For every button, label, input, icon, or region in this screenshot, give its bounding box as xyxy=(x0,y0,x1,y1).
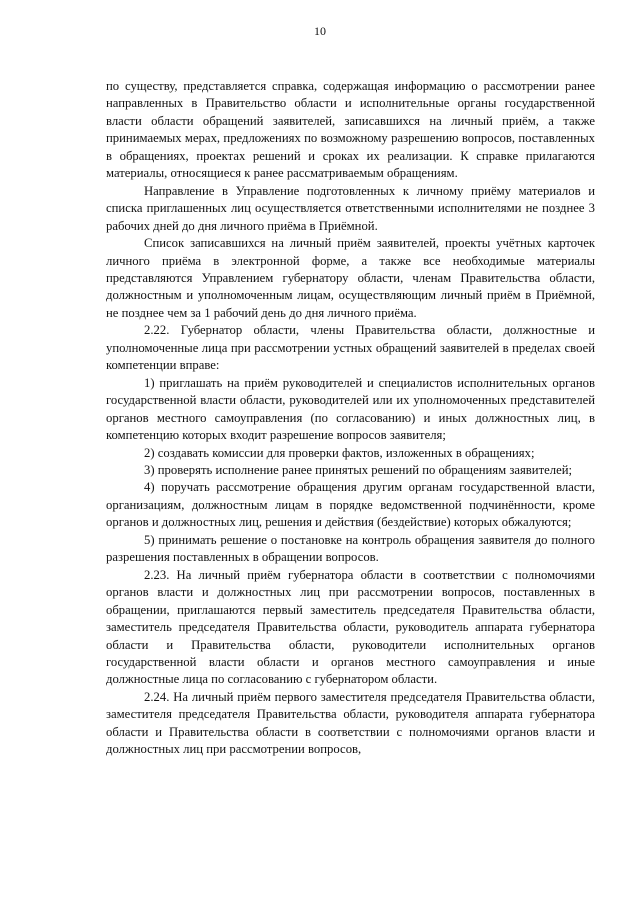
document-body xyxy=(106,78,595,759)
paragraph-section-2-22: 2.22. Губернатор области, члены Правительства области, должностные и уполномоченные лица при рассмотрении устных обращений заявителей в пределах своей компетенции вправе: xyxy=(106,323,595,373)
list-item-5: 5) принимать решение о постановке на контроль обращения заявителя до полного разрешения поставленных в обращении вопросов. xyxy=(106,532,595,565)
list-item-3: 3) проверять исполнение ранее принятых решений по обращениям заявителей; xyxy=(144,462,573,477)
page-number: 10 xyxy=(314,24,326,38)
list-item-4: 4) поручать рассмотрение обращения другим органам государственной власти, организациям, должностным лицам в порядке ведомственной подчинённости, кроме органов и должностных лиц, решения и действия (бездействие) которых обжалуются; xyxy=(106,480,595,530)
list-item-1: 1) приглашать на приём руководителей и специалистов исполнительных органов государственной власти области, руководителей или их уполномоченных представителей органов местного самоуправления (по согласованию) и иных должностных лиц, в компетенцию которых входит разрешение вопросов заявителя; xyxy=(106,375,595,443)
list-item-2: 2) создавать комиссии для проверки фактов, изложенных в обращениях; xyxy=(144,445,535,460)
paragraph-section-2-24: 2.24. На личный приём первого заместителя председателя Правительства области, заместителя председателя Правительства области, руководителя аппарата губернатора области и Правительства области в соответствии с полномочиями органов власти и должностных лиц при рассмотрении вопросов, xyxy=(106,689,595,757)
paragraph: Направление в Управление подготовленных к личному приёму материалов и списка приглашенных лиц осуществляется ответственными исполнителями не позднее 3 рабочих дней до дня личного приёма в Приёмной. xyxy=(106,183,595,233)
paragraph-continuation: по существу, представляется справка, содержащая информацию о рассмотрении ранее направленных в Правительство области и исполнительные органы государственной власти области обращений заявителей, записавшихся на личный приём, а также принимаемых мерах, предложениях по возможному разрешению вопросов, поставленных в обращениях, проектах решений и сроках их реализации. К справке прилагаются материалы, относящиеся к ранее рассматриваемым обращениям. xyxy=(106,79,595,181)
paragraph: Список записавшихся на личный приём заявителей, проекты учётных карточек личного приёма в электронной форме, а также все необходимые материалы представляются Управлением губернатору области, членам Правительства области, должностным и уполномоченным лицам, осуществляющим личный приём в Приёмной, не позднее чем за 1 рабочий день до дня личного приёма. xyxy=(106,236,595,320)
paragraph-section-2-23: 2.23. На личный приём губернатора области в соответствии с полномочиями органов власти и должностных лиц при рассмотрении вопросов, поставленных в обращении, приглашаются первый заместитель председателя Правительства области, заместитель председателя Правительства области, руководитель аппарата губернатора области и Правительства области, руководители исполнительных органов государственной власти области и органов местного самоуправления и иные должностные лица по согласованию с губернатором области. xyxy=(106,567,595,687)
